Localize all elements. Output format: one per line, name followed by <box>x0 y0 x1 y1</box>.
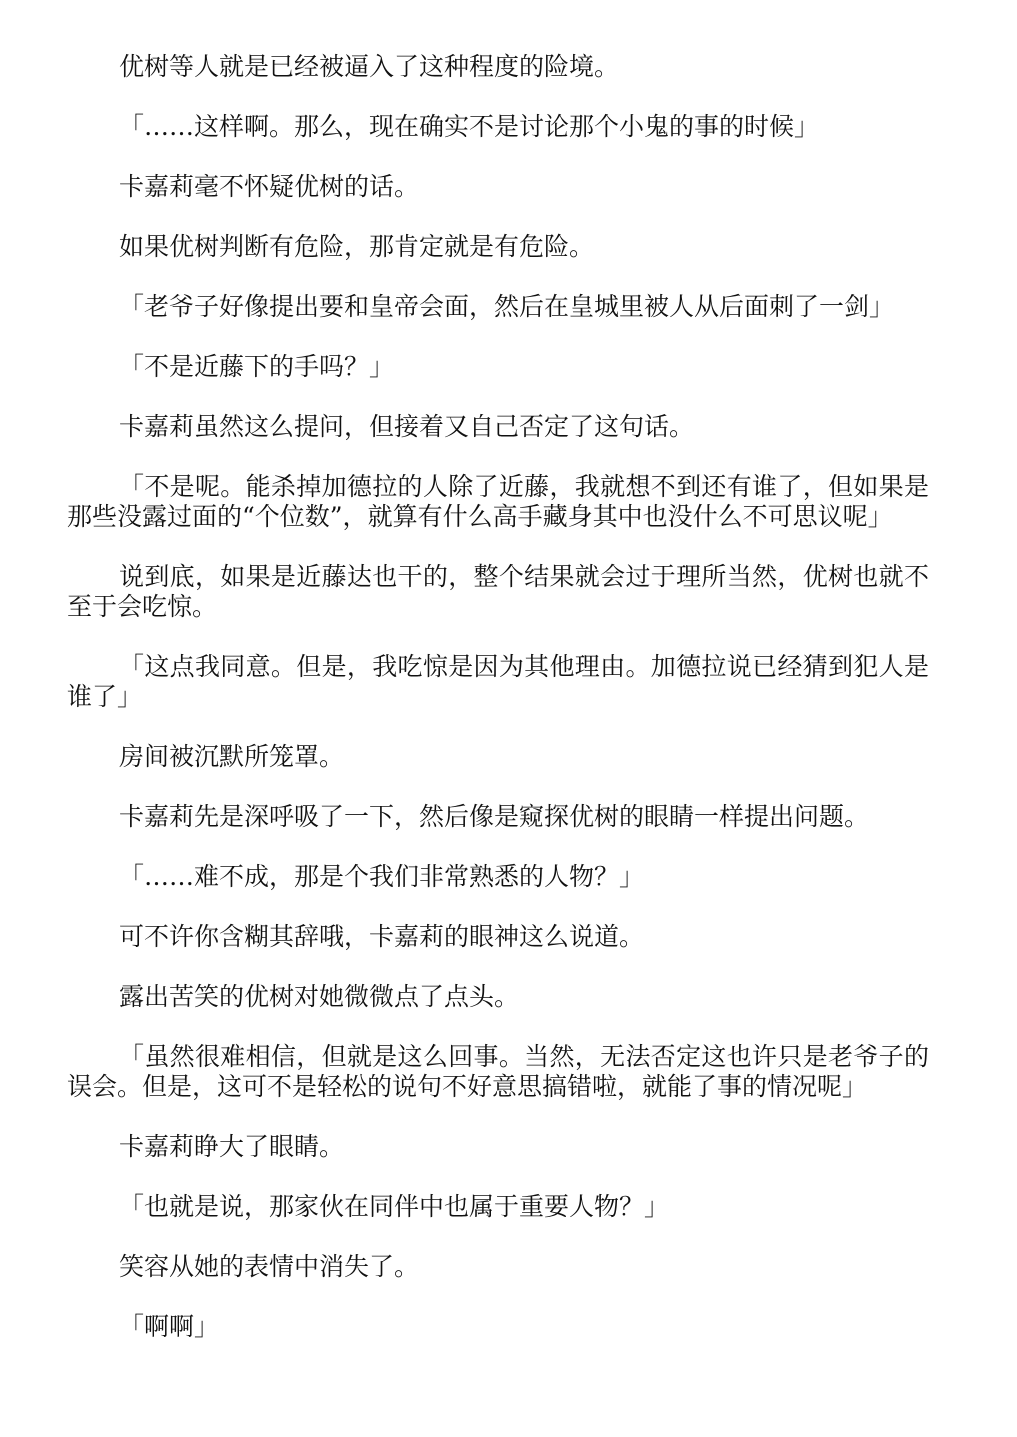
paragraph: 房间被沉默所笼罩。 <box>119 742 345 771</box>
dialogue-paragraph: 「虽然很难相信，但就是这么回事。当然，无法否定这也许只是老爷子的误会。但是，这可不是轻松的说句不好意思搞错啦，就能了事的情况呢」 <box>67 1042 929 1101</box>
dialogue-paragraph: 「……这样啊。那么，现在确实不是讨论那个小鬼的事的时候」 <box>119 112 820 141</box>
dialogue-paragraph: 「啊啊」 <box>119 1312 220 1341</box>
paragraph: 说到底，如果是近藤达也干的，整个结果就会过于理所当然，优树也就不至于会吃惊。 <box>67 562 929 621</box>
dialogue-paragraph: 「……难不成，那是个我们非常熟悉的人物？」 <box>119 862 645 891</box>
paragraph: 可不许你含糊其辞哦，卡嘉莉的眼神这么说道。 <box>119 922 645 951</box>
dialogue-paragraph: 「老爷子好像提出要和皇帝会面，然后在皇城里被人从后面刺了一剑」 <box>119 292 895 321</box>
dialogue-paragraph: 「这点我同意。但是，我吃惊是因为其他理由。加德拉说已经猜到犯人是谁了」 <box>67 652 929 711</box>
paragraph: 卡嘉莉虽然这么提问，但接着又自己否定了这句话。 <box>119 412 695 441</box>
paragraph: 笑容从她的表情中消失了。 <box>119 1252 420 1281</box>
dialogue-paragraph: 「不是近藤下的手吗？」 <box>119 352 395 381</box>
paragraph: 露出苦笑的优树对她微微点了点头。 <box>119 982 520 1011</box>
dialogue-paragraph: 「不是呢。能杀掉加德拉的人除了近藤，我就想不到还有谁了，但如果是那些没露过面的“个位数”，就算有什么高手藏身其中也没什么不可思议呢」 <box>67 472 929 531</box>
paragraph: 如果优树判断有危险，那肯定就是有危险。 <box>119 232 595 261</box>
document-page <box>67 52 929 1372</box>
paragraph: 优树等人就是已经被逼入了这种程度的险境。 <box>119 52 620 81</box>
paragraph: 卡嘉莉毫不怀疑优树的话。 <box>119 172 420 201</box>
dialogue-paragraph: 「也就是说，那家伙在同伴中也属于重要人物？」 <box>119 1192 670 1221</box>
paragraph: 卡嘉莉睁大了眼睛。 <box>119 1132 345 1161</box>
paragraph: 卡嘉莉先是深呼吸了一下，然后像是窥探优树的眼睛一样提出问题。 <box>119 802 870 831</box>
